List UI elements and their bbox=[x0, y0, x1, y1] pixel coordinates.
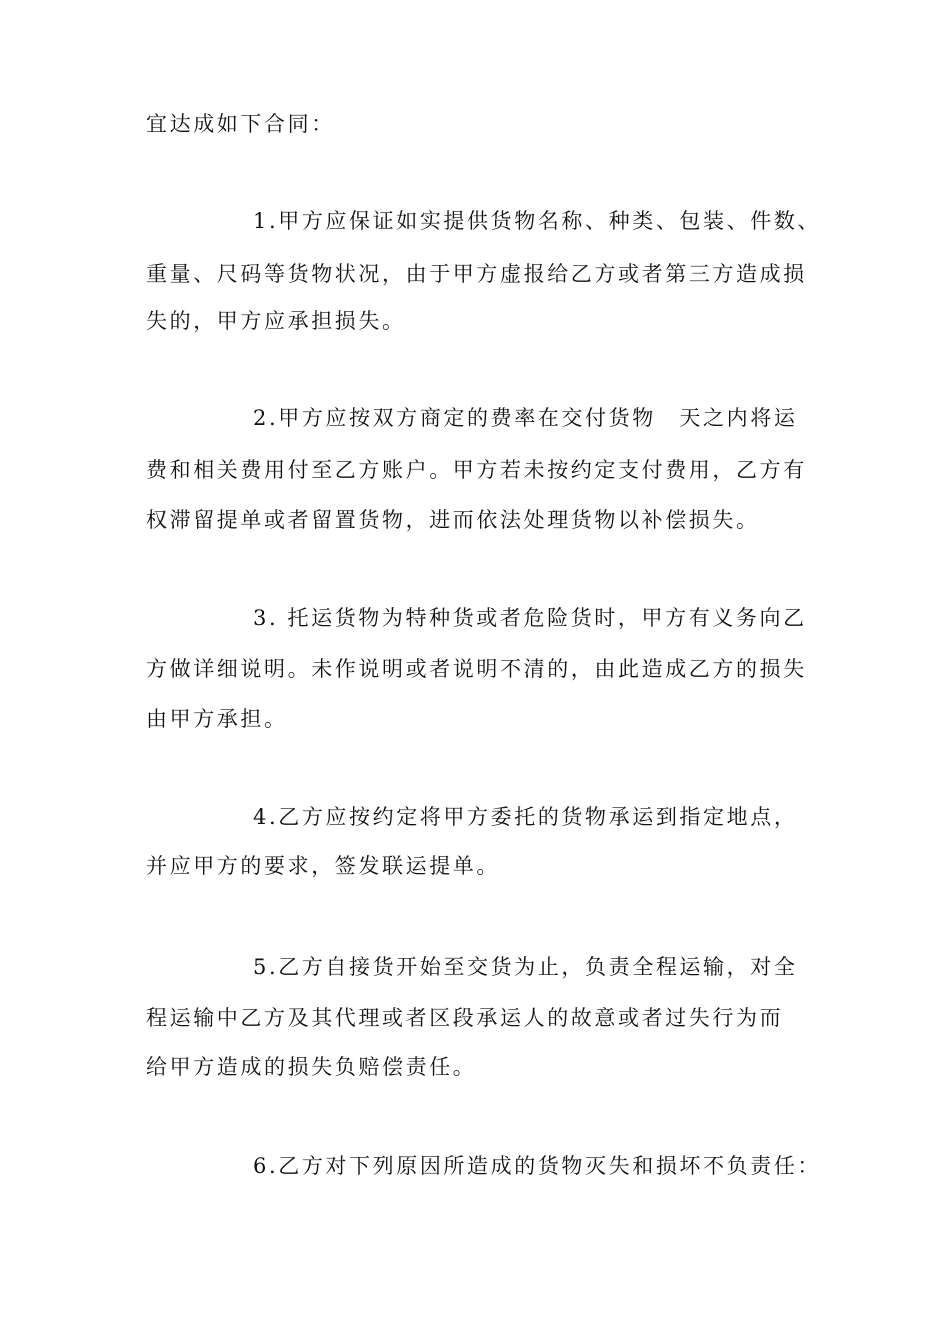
clause-5-line-1: 5.乙方自接货开始至交货为止，负责全程运输，对全 bbox=[253, 955, 798, 979]
clause-4-line-1: 4.乙方应按约定将甲方委托的货物承运到指定地点， bbox=[253, 805, 798, 829]
clause-5-line-3: 给甲方造成的损失负赔偿责任。 bbox=[146, 1055, 477, 1079]
clause-3-line-2: 方做详细说明。未作说明或者说明不清的，由此造成乙方的损失 bbox=[146, 657, 807, 681]
clause-6-line-1: 6.乙方对下列原因所造成的货物灭失和损坏不负责任： bbox=[253, 1154, 822, 1178]
clause-2-line-1: 2.甲方应按双方商定的费率在交付货物 天之内将运 bbox=[253, 406, 798, 430]
clause-3-line-3: 由甲方承担。 bbox=[146, 707, 288, 731]
intro-line: 宜达成如下合同： bbox=[146, 112, 335, 136]
clause-2-line-3: 权滞留提单或者留置货物，进而依法处理货物以补偿损失。 bbox=[146, 508, 760, 532]
clause-1-line-3: 失的，甲方应承担损失。 bbox=[146, 309, 406, 333]
clause-1-line-1: 1.甲方应保证如实提供货物名称、种类、包装、件数、 bbox=[253, 209, 822, 233]
clause-4-line-2: 并应甲方的要求，签发联运提单。 bbox=[146, 854, 500, 878]
clause-3-line-1: 3. 托运货物为特种货或者危险货时，甲方有义务向乙 bbox=[253, 606, 807, 630]
clause-2-line-2: 费和相关费用付至乙方账户。甲方若未按约定支付费用，乙方有 bbox=[146, 458, 807, 482]
clause-1-line-2: 重量、尺码等货物状况，由于甲方虚报给乙方或者第三方造成损 bbox=[146, 262, 807, 286]
clause-5-line-2: 程运输中乙方及其代理或者区段承运人的故意或者过失行为而 bbox=[146, 1006, 784, 1030]
